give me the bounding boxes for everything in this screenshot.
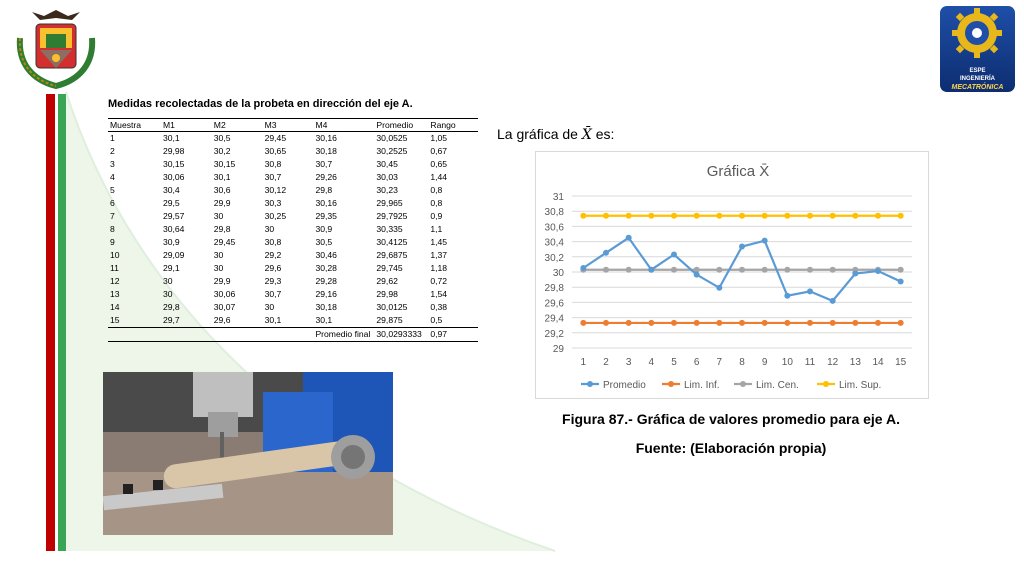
data-point — [875, 213, 881, 219]
table-row — [108, 262, 478, 275]
data-point — [784, 320, 790, 326]
data-point — [875, 320, 881, 326]
table-cell: 6 — [110, 198, 115, 208]
table-cell: 30,7 — [264, 172, 282, 182]
table-cell: 30,28 — [315, 263, 337, 273]
table-cell: 30,03 — [376, 172, 398, 182]
mechatronics-logo — [940, 6, 1015, 92]
data-point — [830, 267, 836, 273]
data-point — [671, 267, 677, 273]
data-point — [580, 213, 586, 219]
table-cell: 30 — [264, 302, 275, 312]
table-cell: 30,5 — [315, 237, 333, 247]
table-cell: 30,4125 — [376, 237, 408, 247]
table-cell: 30,7 — [315, 159, 333, 169]
figure-caption: Figura 87.- Gráfica de valores promedio para eje A. — [562, 411, 900, 427]
data-point — [626, 320, 632, 326]
logo-text-ingenieria: INGENIERÍA — [959, 76, 995, 82]
x-tick-label: 4 — [648, 357, 655, 368]
table-cell: 30,2525 — [376, 146, 408, 156]
table-cell: 30,45 — [376, 159, 398, 169]
table-cell: 11 — [110, 263, 119, 273]
table-cell: 30,06 — [162, 172, 185, 182]
table-cell: 30,8 — [264, 159, 282, 169]
x-tick-label: 3 — [625, 357, 632, 368]
table-cell: 29,6875 — [376, 250, 408, 260]
data-point — [762, 320, 768, 326]
table-header-m4: M4 — [313, 119, 374, 132]
table-cell: 29,26 — [315, 172, 337, 182]
figure-source: Fuente: (Elaboración propia) — [635, 440, 827, 456]
table-cell: 29,5 — [162, 198, 180, 208]
table-header-m3: M3 — [263, 119, 314, 132]
table-cell: 30,9 — [315, 224, 333, 234]
y-tick-label: 29,8 — [544, 283, 564, 295]
table-final-label: Promedio final — [313, 328, 374, 342]
table-cell: 30,15 — [162, 159, 185, 169]
table-cell: 14 — [110, 302, 120, 312]
table-row — [108, 184, 478, 197]
data-point — [648, 267, 654, 273]
table-cell: 1,45 — [430, 237, 448, 247]
chart-intro-symbol: X̄ — [581, 127, 592, 143]
table-cell: 10 — [110, 250, 120, 260]
table-cell: 0,67 — [430, 146, 448, 156]
table-cell: 29,745 — [376, 263, 403, 273]
table-cell: 30,5 — [213, 133, 231, 143]
data-point — [648, 320, 654, 326]
data-point — [603, 213, 609, 219]
table-cell: 1,37 — [430, 250, 448, 260]
table-header-rango: Rango — [428, 119, 478, 132]
cnc-machine-photo — [103, 372, 393, 535]
table-cell: 30,64 — [162, 224, 185, 234]
table-final-rango: 0,97 — [428, 328, 478, 342]
table-cell: 29,16 — [315, 289, 337, 299]
x-tick-label: 9 — [761, 357, 768, 368]
table-cell: 29,9 — [213, 198, 231, 208]
data-point — [671, 320, 677, 326]
data-point — [762, 213, 768, 219]
data-point — [626, 235, 632, 241]
y-tick-label: 30,6 — [544, 222, 564, 234]
xbar-chart — [536, 152, 928, 398]
table-cell: 30,23 — [376, 185, 398, 195]
table-cell: 30,4 — [162, 185, 180, 195]
legend-marker — [587, 381, 593, 387]
table-cell: 29,98 — [162, 146, 185, 156]
table-cell: 30,2 — [213, 146, 231, 156]
table-header-m1: M1 — [161, 119, 212, 132]
table-cell: 29,45 — [213, 237, 236, 247]
table-cell: 30 — [213, 250, 224, 260]
data-point — [603, 267, 609, 273]
data-point — [807, 320, 813, 326]
table-header-row — [108, 119, 478, 132]
x-tick-label: 11 — [804, 357, 816, 368]
x-tick-label: 10 — [781, 357, 793, 368]
table-row — [108, 301, 478, 314]
data-point — [784, 213, 790, 219]
table-cell: 30,65 — [264, 146, 287, 156]
table-cell: 30,1 — [264, 315, 282, 325]
legend-label: Lim. Sup. — [839, 380, 882, 391]
table-cell: 0,72 — [430, 276, 448, 286]
table-header-m2: M2 — [212, 119, 263, 132]
y-tick-label: 30,8 — [544, 207, 564, 219]
chart-title: Gráfica X̄ — [706, 163, 770, 180]
chart-intro-prefix: La gráfica de — [497, 126, 582, 142]
table-row — [108, 197, 478, 210]
table-cell: 29,57 — [162, 211, 185, 221]
table-cell: 29,8 — [162, 302, 180, 312]
table-cell: 29,6 — [213, 315, 231, 325]
data-point — [626, 267, 632, 273]
table-cell: 30,25 — [264, 211, 287, 221]
data-point — [580, 320, 586, 326]
data-point — [898, 213, 904, 219]
table-cell: 29,28 — [315, 276, 337, 286]
y-tick-label: 29,6 — [544, 298, 564, 310]
table-cell: 30,8 — [264, 237, 282, 247]
table-cell: 7 — [110, 211, 115, 221]
legend-label: Lim. Cen. — [756, 380, 799, 391]
data-point — [694, 272, 700, 278]
green-band — [58, 94, 66, 551]
data-point — [694, 213, 700, 219]
table-cell: 29,98 — [376, 289, 398, 299]
table-cell: 30,06 — [213, 289, 236, 299]
table-row — [108, 132, 478, 146]
x-tick-label: 15 — [895, 357, 907, 368]
data-point — [762, 267, 768, 273]
logo-text-mecatronica: MECATRÓNICA — [951, 84, 1004, 91]
data-point — [671, 213, 677, 219]
data-point — [830, 213, 836, 219]
y-tick-label: 29,2 — [544, 328, 564, 340]
table-cell: 1,05 — [430, 133, 448, 143]
table-cell: 4 — [110, 172, 115, 182]
table-row — [108, 249, 478, 262]
table-cell: 1,1 — [430, 224, 443, 234]
legend-marker — [740, 381, 746, 387]
table-cell: 30,16 — [315, 198, 337, 208]
table-cell: 29,965 — [376, 198, 403, 208]
table-title: Medidas recolectadas de la probeta en dirección del eje A. — [108, 98, 413, 110]
table-cell: 15 — [110, 315, 120, 325]
chart-intro — [497, 126, 614, 143]
chart-container — [535, 151, 929, 399]
table-row — [108, 223, 478, 236]
data-point — [898, 320, 904, 326]
chart-intro-suffix: es: — [591, 126, 615, 142]
x-tick-label: 6 — [693, 357, 700, 368]
table-cell: 29,1 — [162, 263, 180, 273]
table-row — [108, 314, 478, 328]
data-point — [671, 252, 677, 258]
table-cell: 3 — [110, 159, 115, 169]
table-cell: 30,46 — [315, 250, 337, 260]
y-tick-label: 30,4 — [544, 237, 564, 249]
y-tick-label: 29 — [552, 344, 564, 355]
data-point — [875, 268, 881, 274]
table-final-row — [108, 328, 478, 342]
data-point — [852, 320, 858, 326]
data-point — [739, 244, 745, 250]
table-cell: 30,1 — [315, 315, 333, 325]
table-cell: 30,18 — [315, 146, 337, 156]
data-point — [716, 285, 722, 291]
table-cell: 5 — [110, 185, 115, 195]
data-point — [807, 288, 813, 294]
table-cell: 29,7925 — [376, 211, 408, 221]
table-cell: 30,1 — [213, 172, 231, 182]
data-point — [716, 267, 722, 273]
table-cell: 30,16 — [315, 133, 337, 143]
university-crest-logo — [10, 8, 102, 90]
table-cell: 29,35 — [315, 211, 337, 221]
data-point — [716, 320, 722, 326]
table-cell: 30 — [213, 263, 224, 273]
table-cell: 29,45 — [264, 133, 287, 143]
data-point — [830, 298, 836, 304]
measurements-table — [108, 118, 478, 342]
data-point — [739, 320, 745, 326]
table-cell: 9 — [110, 237, 115, 247]
table-cell: 30,9 — [162, 237, 180, 247]
table-cell: 13 — [110, 289, 120, 299]
red-band — [46, 94, 55, 551]
table-cell: 29,9 — [213, 276, 231, 286]
x-tick-label: 14 — [872, 357, 884, 368]
table-cell: 30,0125 — [376, 302, 408, 312]
data-point — [603, 320, 609, 326]
x-tick-label: 7 — [716, 357, 723, 368]
data-point — [807, 213, 813, 219]
data-point — [830, 320, 836, 326]
data-point — [694, 320, 700, 326]
table-cell: 0,8 — [430, 185, 443, 195]
gear-icon — [940, 6, 1015, 62]
data-point — [580, 265, 586, 271]
legend-label: Promedio — [603, 380, 646, 391]
table-cell: 29,8 — [213, 224, 231, 234]
data-point — [739, 213, 745, 219]
table-row — [108, 275, 478, 288]
data-point — [739, 267, 745, 273]
table-cell: 29,2 — [264, 250, 282, 260]
x-tick-label: 12 — [827, 357, 839, 368]
table-cell: 12 — [110, 276, 120, 286]
table-cell: 30 — [162, 289, 173, 299]
table-cell: 30,18 — [315, 302, 337, 312]
table-cell: 1,54 — [430, 289, 448, 299]
data-point — [603, 250, 609, 256]
table-cell: 29,6 — [264, 263, 282, 273]
table-cell: 29,09 — [162, 250, 185, 260]
table-row — [108, 210, 478, 223]
data-point — [626, 213, 632, 219]
x-tick-label: 8 — [739, 357, 745, 368]
data-point — [784, 293, 790, 299]
table-cell: 30,6 — [213, 185, 231, 195]
table-final-promedio: 30,0293333 — [374, 328, 428, 342]
y-tick-label: 30,2 — [544, 252, 564, 264]
data-point — [898, 279, 904, 285]
table-cell-empty — [108, 328, 313, 342]
table-cell: 30,12 — [264, 185, 287, 195]
table-cell: 1,44 — [430, 172, 448, 182]
table-cell: 29,3 — [264, 276, 282, 286]
x-tick-label: 1 — [580, 357, 587, 368]
table-header-promedio: Promedio — [374, 119, 428, 132]
table-row — [108, 158, 478, 171]
table-cell: 29,8 — [315, 185, 333, 195]
y-tick-label: 31 — [552, 192, 564, 203]
table-cell: 8 — [110, 224, 115, 234]
legend-label: Lim. Inf. — [684, 380, 720, 391]
table-cell: 0,65 — [430, 159, 448, 169]
data-point — [898, 267, 904, 273]
table-cell: 0,8 — [430, 198, 443, 208]
table-cell: 1 — [110, 133, 115, 143]
table-cell: 29,62 — [376, 276, 398, 286]
table-cell: 30,3 — [264, 198, 282, 208]
data-point — [784, 267, 790, 273]
table-cell: 1,18 — [430, 263, 448, 273]
table-cell: 29,875 — [376, 315, 403, 325]
table-cell: 30 — [264, 224, 275, 234]
table-header-muestra: Muestra — [108, 119, 161, 132]
table-cell: 30,15 — [213, 159, 236, 169]
table-row — [108, 145, 478, 158]
table-cell: 30,1 — [162, 133, 180, 143]
data-point — [716, 213, 722, 219]
x-tick-label: 2 — [603, 357, 609, 368]
data-point — [852, 271, 858, 277]
table-cell: 0,9 — [430, 211, 443, 221]
table-cell: 30 — [213, 211, 224, 221]
table-row — [108, 288, 478, 301]
y-tick-label: 29,4 — [544, 313, 564, 325]
x-tick-label: 5 — [671, 357, 677, 368]
table-row — [108, 236, 478, 249]
table-cell: 30,07 — [213, 302, 236, 312]
table-cell: 30 — [162, 276, 173, 286]
x-tick-label: 13 — [849, 357, 861, 368]
table-cell: 30,0525 — [376, 133, 408, 143]
y-tick-label: 30 — [552, 268, 564, 279]
table-row — [108, 171, 478, 184]
table-cell: 30,335 — [376, 224, 403, 234]
data-point — [762, 238, 768, 244]
legend-marker — [823, 381, 829, 387]
data-point — [807, 267, 813, 273]
legend-marker — [668, 381, 674, 387]
table-cell: 30,7 — [264, 289, 282, 299]
data-point — [648, 213, 654, 219]
table-cell: 0,5 — [430, 315, 443, 325]
data-point — [852, 213, 858, 219]
table-cell: 0,38 — [430, 302, 448, 312]
table-cell: 29,7 — [162, 315, 180, 325]
table-cell: 2 — [110, 146, 115, 156]
logo-text-espe: ESPE — [969, 68, 986, 74]
